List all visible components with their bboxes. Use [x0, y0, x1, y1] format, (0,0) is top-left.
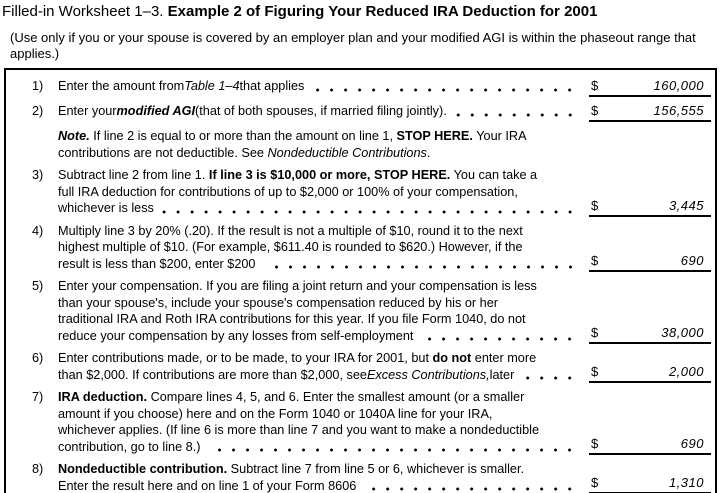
row-text	[58, 350, 581, 383]
row-number: 7)	[32, 390, 44, 404]
text-run: You can take a	[450, 168, 538, 182]
text-run: Subtract line 2 from line 1.	[58, 168, 209, 182]
row-number: 3)	[32, 168, 44, 182]
amount-value: 2,000	[668, 364, 704, 379]
text-run: contribution, go to line 8.)	[58, 439, 201, 454]
worksheet-row	[32, 389, 711, 455]
amount-value: 160,000	[653, 78, 704, 93]
worksheet-row	[32, 128, 711, 161]
text-line	[58, 422, 581, 439]
text-run: Nondeductible Contributions	[267, 145, 427, 160]
text-run: do not	[432, 351, 472, 365]
text-run: later	[489, 367, 515, 382]
amount-value: 156,555	[653, 103, 704, 118]
text-run: If line 2 is equal to or more than the amount on line 1,	[89, 129, 397, 143]
row-text	[58, 461, 581, 493]
text-run: STOP HERE.	[396, 129, 473, 143]
dot-leader	[421, 337, 577, 341]
text-line	[58, 103, 581, 120]
text-run: Subtract line 7 from line 5 or 6, whichever is smaller.	[227, 462, 525, 476]
row-text	[58, 78, 581, 95]
text-run: Compare lines 4, 5, and 6. Enter the smallest amount (or a smaller	[147, 390, 525, 404]
text-line	[58, 478, 581, 493]
text-run: Enter your	[58, 104, 117, 118]
currency-symbol: $	[591, 364, 599, 379]
dot-leader	[364, 487, 577, 491]
text-run: IRA deduction.	[58, 390, 148, 404]
text-run: than your spouse's, include your spouse's compensation reduced by his or her	[58, 295, 498, 310]
text-run: Enter the result here and on line 1 of your Form 8606	[58, 478, 357, 493]
text-line	[58, 223, 581, 240]
currency-symbol: $	[591, 197, 599, 213]
amount-field	[589, 78, 711, 97]
text-run: modified AGI	[116, 104, 196, 118]
currency-symbol: $	[591, 436, 599, 451]
text-run: that applies	[239, 79, 305, 93]
text-run: Excess Contributions,	[366, 367, 490, 382]
dot-leader	[208, 448, 577, 452]
page-title	[0, 3, 721, 21]
currency-symbol: $	[591, 103, 599, 118]
row-number: 1)	[32, 79, 44, 93]
text-run: than $2,000. If contributions are more than $2,000, see	[58, 367, 367, 382]
worksheet-label: Filled-in Worksheet 1–3.	[2, 3, 168, 20]
worksheet-title: Example 2 of Figuring Your Reduced IRA Deduction for 2001	[167, 3, 598, 20]
text-line	[58, 145, 581, 162]
text-line	[58, 167, 581, 184]
text-run: (that of both spouses, if married filing jointly).	[195, 104, 447, 118]
text-line	[58, 239, 581, 256]
row-text	[58, 278, 581, 344]
text-run: full IRA deduction for contributions of up to $2,000 or 100% of your compensation,	[58, 184, 518, 199]
row-text	[58, 389, 581, 455]
row-text	[58, 223, 581, 273]
row-number: 5)	[32, 279, 44, 293]
dot-leader	[522, 376, 577, 380]
row-number: 4)	[32, 223, 44, 238]
text-line	[58, 367, 581, 384]
amount-value: 3,445	[668, 197, 704, 213]
amount-value: 1,310	[668, 475, 704, 490]
text-line	[58, 439, 581, 456]
text-line	[58, 350, 581, 367]
text-run: Nondeductible contribution.	[58, 462, 228, 476]
text-line	[58, 461, 581, 478]
text-line	[58, 200, 581, 217]
text-run: whichever applies. (If line 6 is more than line 7 and you want to make a nondeductible	[58, 423, 539, 437]
text-run: amount if you choose) here and on the Form 1040 or 1040A line for your IRA,	[58, 406, 493, 421]
amount-field	[589, 325, 711, 344]
amount-field	[589, 198, 711, 217]
text-run: highest multiple of $10. (For example, $611.40 is rounded to $620.) However, if the	[58, 240, 523, 254]
amount-value: 38,000	[661, 325, 704, 340]
row-text	[58, 128, 581, 161]
text-run: .	[426, 145, 431, 160]
worksheet-box	[4, 68, 717, 493]
text-line	[58, 406, 581, 423]
text-run: Enter your compensation. If you are filing a joint return and your compensation is less	[58, 279, 537, 293]
dot-leader	[162, 210, 577, 214]
text-run: traditional IRA and Roth IRA contributions for this year. If you file Form 1040, do not	[58, 312, 526, 326]
worksheet-row	[32, 223, 711, 273]
dot-leader	[455, 113, 577, 117]
worksheet-row	[32, 350, 711, 383]
amount-field	[589, 103, 711, 122]
row-text	[58, 103, 581, 120]
text-line	[58, 128, 581, 145]
text-run: Note.	[58, 129, 90, 143]
text-run: Multiply line 3 by 20% (.20). If the result is not a multiple of $10, round it to the next	[58, 223, 523, 238]
worksheet-row	[32, 167, 711, 217]
text-line	[58, 184, 581, 201]
worksheet-row	[32, 78, 711, 97]
text-run: reduce your compensation by any losses from self-employment	[58, 328, 414, 343]
text-run: Your IRA	[472, 129, 527, 143]
amount-value: 690	[680, 253, 704, 268]
currency-symbol: $	[591, 253, 599, 268]
text-run: whichever is less	[58, 201, 154, 215]
currency-symbol: $	[591, 475, 599, 490]
row-number: 6)	[32, 351, 44, 365]
worksheet-instructions: (Use only if you or your spouse is covered by an employer plan and your modified AGI is within the phaseout range that applies.)	[10, 30, 696, 61]
dot-leader	[312, 88, 577, 92]
worksheet-row	[32, 461, 711, 493]
text-line	[58, 256, 581, 273]
text-run: result is less than $200, enter $200	[58, 256, 256, 271]
worksheet-row	[32, 103, 711, 122]
worksheet-rows	[32, 78, 711, 493]
amount-value: 690	[680, 436, 704, 451]
currency-symbol: $	[591, 325, 599, 340]
worksheet-row	[32, 278, 711, 344]
dot-leader	[264, 265, 578, 269]
row-number: 8)	[32, 462, 44, 476]
amount-field	[589, 475, 711, 493]
text-run: If line 3 is $10,000 or more, STOP HERE.	[208, 168, 451, 182]
amount-field	[589, 253, 711, 272]
amount-field	[589, 436, 711, 455]
amount-field	[589, 364, 711, 383]
text-run: contributions are not deductible. See	[58, 145, 268, 160]
row-text	[58, 167, 581, 217]
text-run: Table 1–4	[184, 79, 240, 93]
text-line	[58, 278, 581, 295]
text-line	[58, 311, 581, 328]
currency-symbol: $	[591, 78, 599, 93]
text-run: Enter the amount from	[58, 79, 185, 93]
text-line	[58, 295, 581, 312]
text-run: enter more	[471, 351, 537, 365]
text-run: Enter contributions made, or to be made, to your IRA for 2001, but	[58, 351, 433, 365]
text-line	[58, 328, 581, 345]
text-line	[58, 389, 581, 406]
row-number: 2)	[32, 104, 44, 118]
text-line	[58, 78, 581, 95]
